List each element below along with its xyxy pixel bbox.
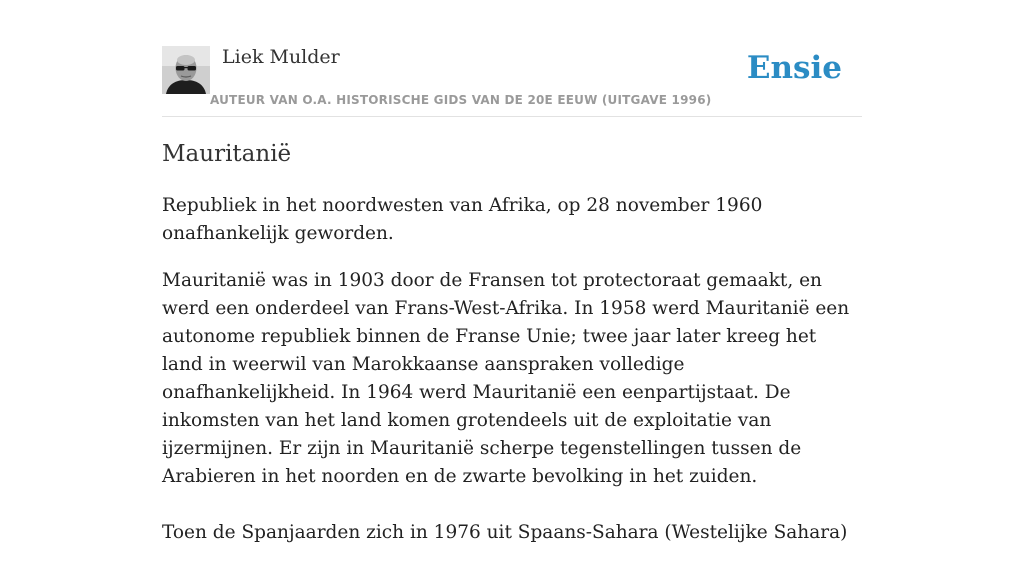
article-title: Mauritanië — [162, 141, 292, 167]
article-paragraph-2: Mauritanië was in 1903 door de Fransen tot protectoraat gemaakt, en werd een onderdeel van Frans-West-Afrika. In 1958 werd Mauritanië een autonome republiek binnen de Franse Unie; twee jaar later kreeg het land in weerwil van Marokkaanse aanspraken volledige onafhankelijkheid. In 1964 werd Mauritanië een eenpartijstaat. De inkomsten van het land komen grotendeels uit de exploitatie van ijzermijnen. Er zijn in Mauritanië scherpe tegenstellingen tussen de Arabieren in het noorden en de zwarte bevolking in het zuiden. Toen de Spanjaarden zich in 1976 uit Spaans-Sahara (Westelijke Sahara) — [162, 270, 850, 543]
brand-logo[interactable]: Ensie — [746, 50, 842, 86]
author-tagline: AUTEUR VAN O.A. HISTORISCHE GIDS VAN DE 20E EEUW (UITGAVE 1996) — [210, 93, 712, 107]
article-paragraph-1: Republiek in het noordwesten van Afrika, op 28 november 1960 onafhankelijk geworden. — [162, 195, 763, 244]
author-header — [162, 46, 862, 117]
avatar[interactable] — [162, 46, 210, 94]
author-name[interactable]: Liek Mulder — [222, 46, 340, 68]
article — [162, 137, 862, 566]
avatar-portrait — [162, 46, 210, 94]
